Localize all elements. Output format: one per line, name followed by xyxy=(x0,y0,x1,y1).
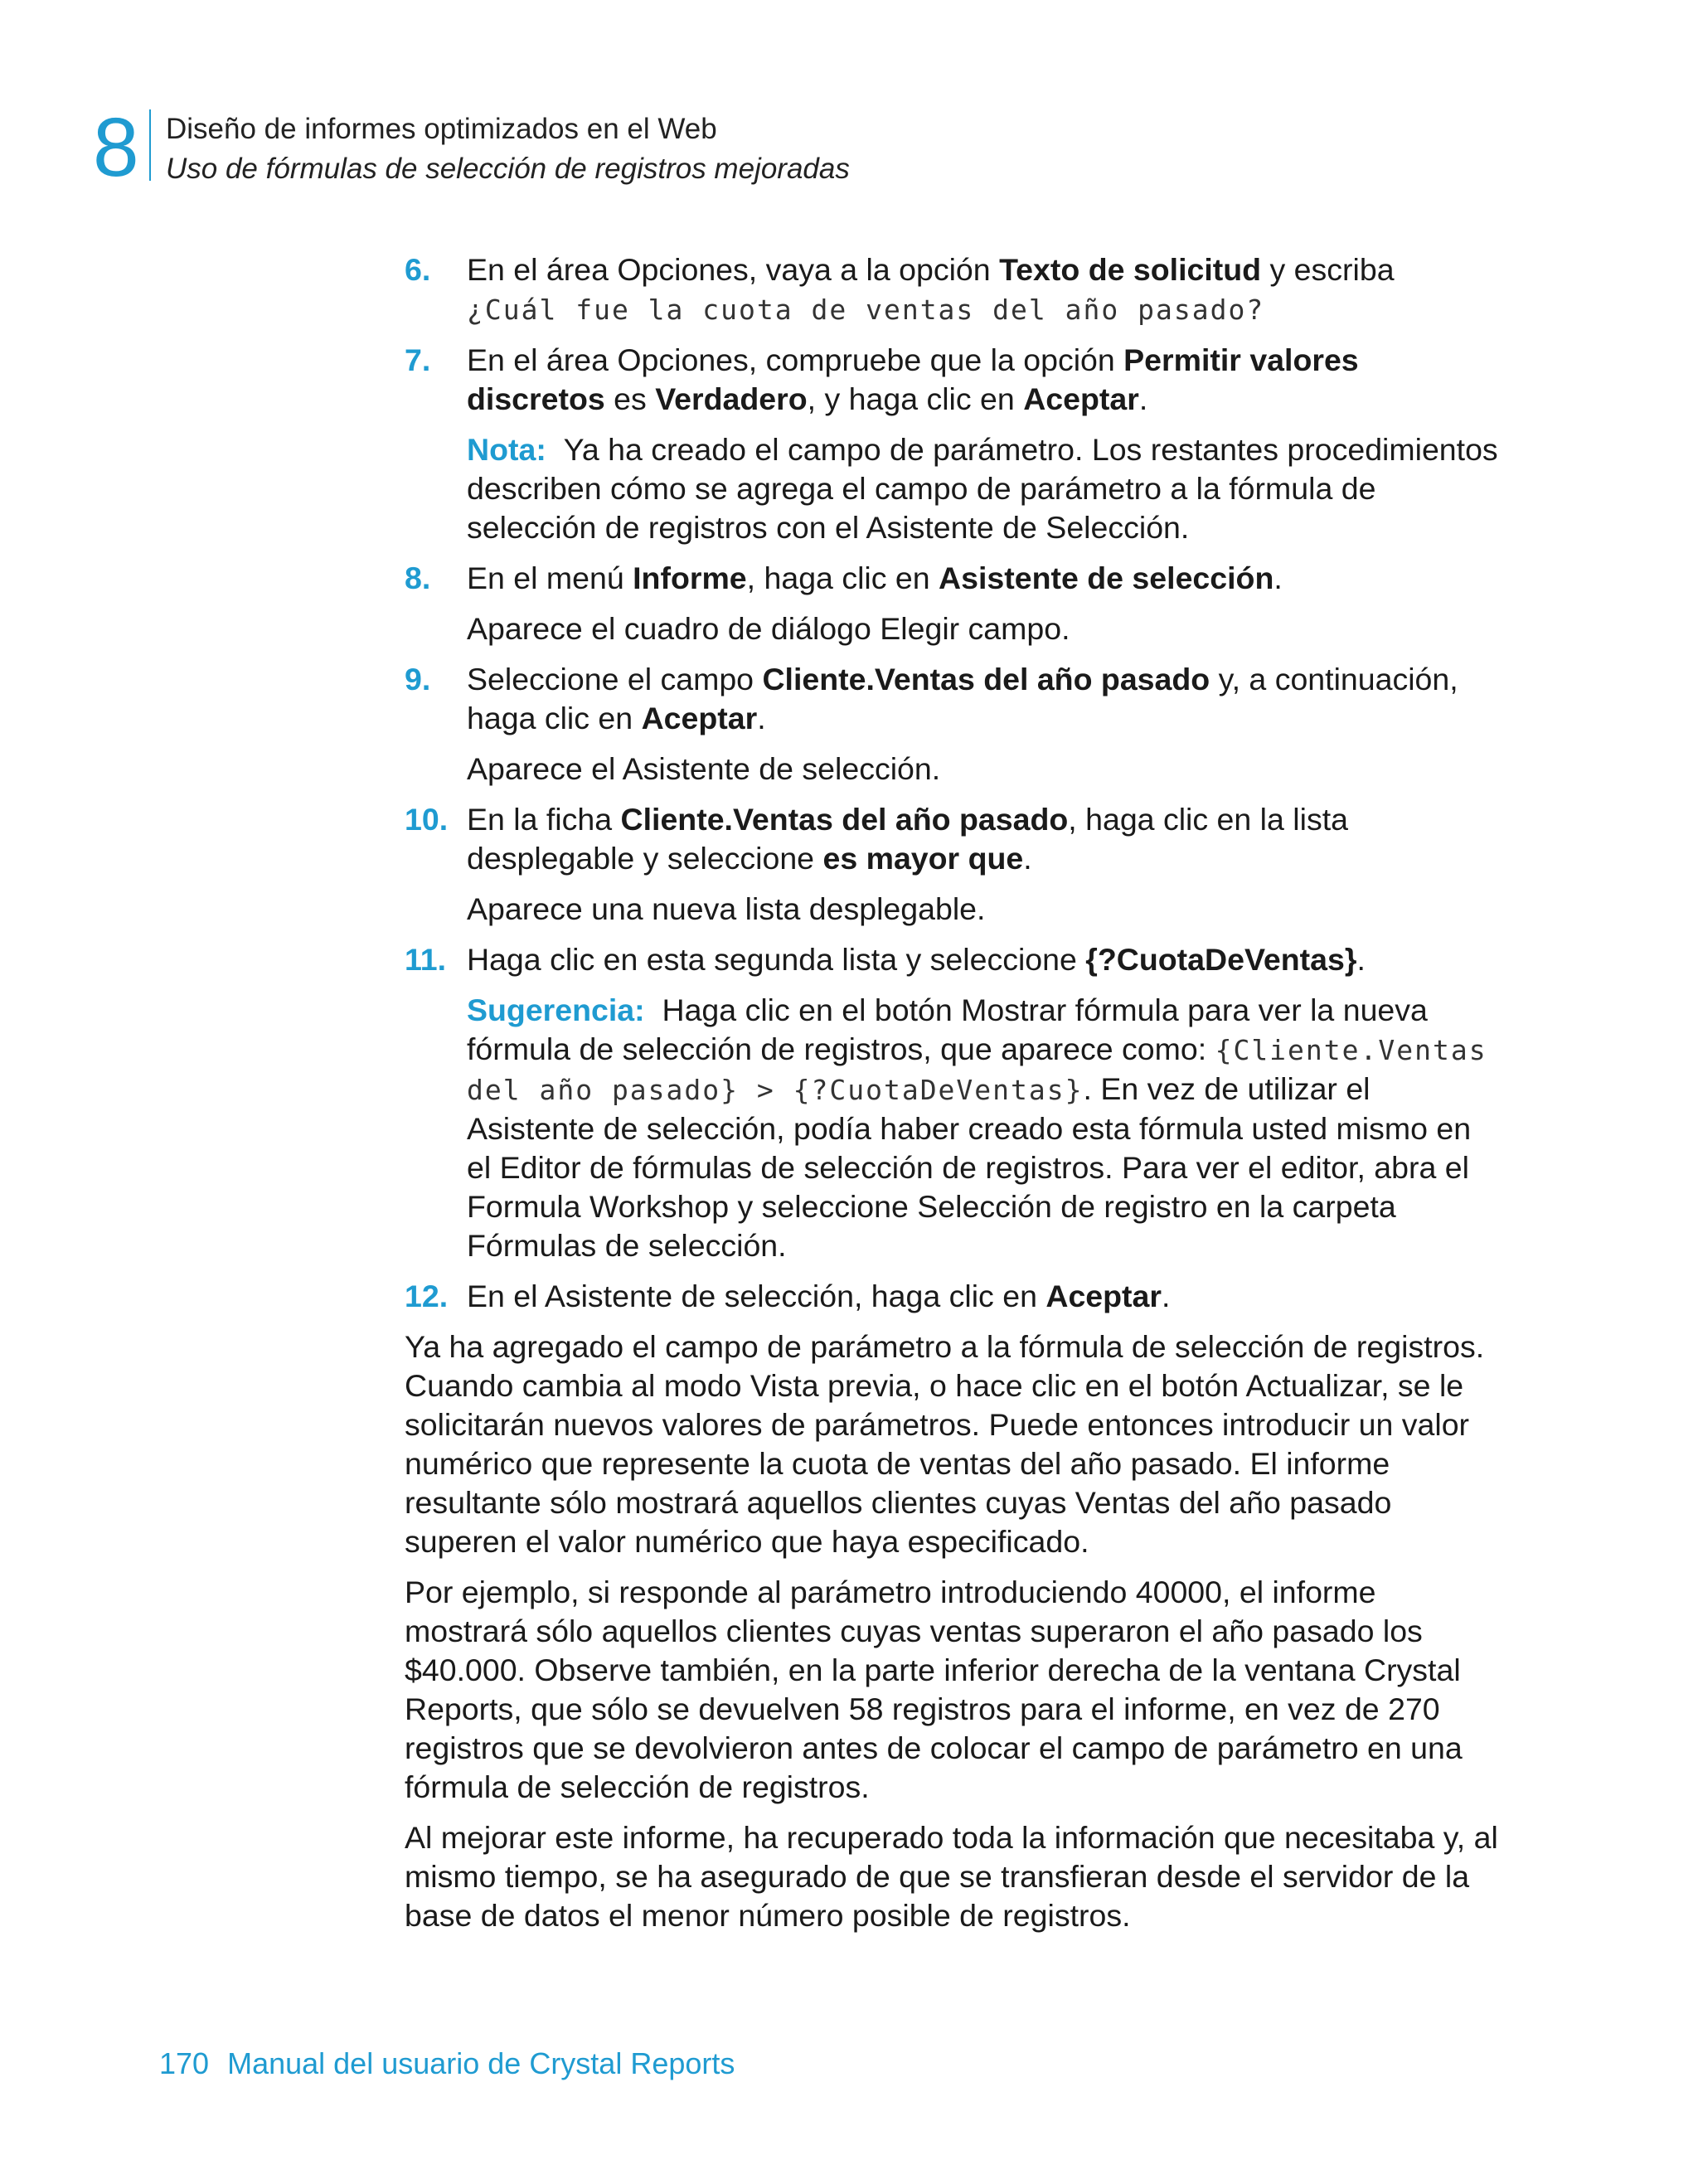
tip-label: Sugerencia: xyxy=(467,993,645,1027)
step-number: 10. xyxy=(405,802,449,837)
note-text: Ya ha creado el campo de parámetro. Los restantes procedimientos describen cómo se agrega el campo de parámetro a la fórmula de selección de registros con el Asistente de Selección. xyxy=(467,432,1498,545)
step-text-part: En el menú xyxy=(467,561,633,595)
step-text-part: , haga clic en la lista desplegable y seleccione xyxy=(467,802,1348,876)
step-text-part: . xyxy=(1138,381,1148,416)
step-text-part: En el área Opciones, vaya a la opción xyxy=(467,252,1000,287)
ui-term: Aceptar xyxy=(1023,381,1139,416)
step-text-part: Seleccione el campo xyxy=(467,662,763,696)
running-header xyxy=(166,109,850,189)
ui-term: Cliente.Ventas del año pasado xyxy=(620,802,1069,837)
step-11 xyxy=(405,940,1499,979)
step-text-part: . xyxy=(1162,1279,1171,1313)
step-text-part: y escriba xyxy=(1261,252,1395,287)
section-title: Uso de fórmulas de selección de registros mejoradas xyxy=(166,153,850,185)
step-text-part: , haga clic en xyxy=(746,561,939,595)
step-number: 7. xyxy=(405,342,431,377)
ui-term: Informe xyxy=(633,561,747,595)
step-text-part: es xyxy=(604,381,656,416)
step-7 xyxy=(405,341,1499,419)
step-text xyxy=(467,800,1499,878)
ui-term: Aceptar xyxy=(641,701,758,735)
step-text-part: Haga clic en esta segunda lista y seleccione xyxy=(467,942,1086,977)
page-number: 170 xyxy=(159,2046,210,2080)
step-12 xyxy=(405,1277,1499,1316)
note xyxy=(405,430,1499,547)
step-6 xyxy=(405,250,1499,329)
chapter-number: 8 xyxy=(93,101,139,194)
tip-text: Haga clic en el botón Mostrar fórmula para ver la nueva fórmula de selección de registros, que aparece como: xyxy=(467,993,1428,1066)
ui-term: es mayor que xyxy=(822,841,1024,876)
ui-term: Verdadero xyxy=(655,381,808,416)
step-text xyxy=(467,1277,1499,1316)
ui-term: Asistente de selección xyxy=(939,561,1274,595)
step-text-part: . xyxy=(757,701,766,735)
body-paragraph: Por ejemplo, si responde al parámetro introduciendo 40000, el informe mostrará sólo aquellos clientes cuyas ventas superaron el año pasado los $40.000. Observe también, en la parte inferior derecha de la ventana Crystal Reports, que sólo se devuelven 58 registros para el informe, en vez de 270 registros que se devolvieron antes de colocar el campo de parámetro en una fórmula de selección de registros. xyxy=(405,1575,1463,1804)
ui-term: {?CuotaDeVentas} xyxy=(1085,942,1357,977)
step-text-part: En el Asistente de selección, haga clic en xyxy=(467,1279,1046,1313)
page-footer xyxy=(159,2044,735,2084)
ui-term: Permitir valores discretos xyxy=(467,342,1359,416)
step-text xyxy=(467,559,1499,598)
tip-text: . En vez de utilizar el Asistente de selección, podía haber creado esta fórmula usted mismo en el Editor de fórmulas de selección de registros. Para ver el editor, abra el Formula Workshop y seleccione Selección de registro en la carpeta Fórmulas de selección. xyxy=(467,1071,1472,1263)
step-8 xyxy=(405,559,1499,598)
step-text-part: En el área Opciones, compruebe que la opción xyxy=(467,342,1124,377)
step-10 xyxy=(405,800,1499,878)
ui-term: Texto de solicitud xyxy=(999,252,1262,287)
code-text: ¿Cuál fue la cuota de ventas del año pasado? xyxy=(467,294,1265,326)
step-9 xyxy=(405,660,1499,738)
note-label: Nota: xyxy=(467,432,546,467)
step-text-part: En la ficha xyxy=(467,802,621,837)
step-number: 12. xyxy=(405,1279,449,1313)
step-text-part: . xyxy=(1356,942,1366,977)
step-number: 8. xyxy=(405,561,431,595)
body-paragraph: Ya ha agregado el campo de parámetro a la fórmula de selección de registros. Cuando cambia al modo Vista previa, o hace clic en el botón Actualizar, se le solicitarán nuevos valores de parámetros. Puede entonces introducir un valor numérico que represente la cuota de ventas del año pasado. El informe resultante sólo mostrará aquellos clientes cuyas Ventas del año pasado superen el valor numérico que haya especificado. xyxy=(405,1329,1485,1559)
header-divider xyxy=(149,109,151,181)
code-text: {Cliente.Ventas del año pasado} > {?CuotaDeVentas} xyxy=(467,1034,1487,1106)
body-paragraph: Al mejorar este informe, ha recuperado toda la información que necesitaba y, al mismo tiempo, se ha asegurado de que se transfieran desde el servidor de la base de datos el menor número posible de registros. xyxy=(405,1820,1498,1933)
step-text-part: , y haga clic en xyxy=(807,381,1024,416)
step-number: 6. xyxy=(405,252,431,287)
step-result: Aparece el Asistente de selección. xyxy=(467,751,941,786)
step-text-part: y, a continuación, haga clic en xyxy=(467,662,1458,735)
step-result: Aparece una nueva lista desplegable. xyxy=(467,891,986,926)
step-result: Aparece el cuadro de diálogo Elegir campo. xyxy=(467,611,1070,646)
ui-term: Cliente.Ventas del año pasado xyxy=(762,662,1210,696)
step-text xyxy=(467,660,1499,738)
ui-term: Aceptar xyxy=(1045,1279,1162,1313)
page-body xyxy=(405,250,1499,1947)
step-text-part: . xyxy=(1274,561,1283,595)
step-text xyxy=(467,940,1499,979)
step-number: 9. xyxy=(405,662,431,696)
chapter-title: Diseño de informes optimizados en el Web xyxy=(166,113,717,145)
step-number: 11. xyxy=(405,942,447,977)
step-text-part: . xyxy=(1023,841,1032,876)
tip xyxy=(405,991,1499,1265)
step-text xyxy=(467,341,1499,419)
book-title: Manual del usuario de Crystal Reports xyxy=(227,2046,735,2080)
step-text xyxy=(467,250,1499,329)
